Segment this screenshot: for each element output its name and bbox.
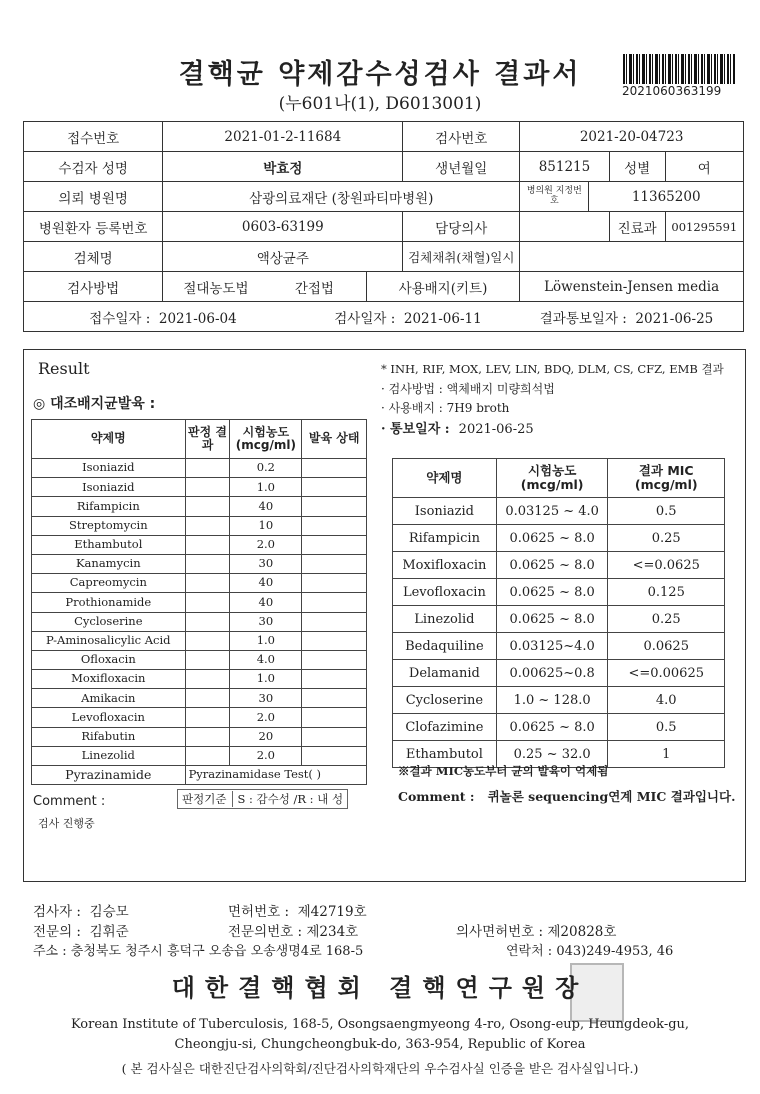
doctor-label: 담당의사 [403, 212, 520, 242]
drug-name: Ofloxacin [32, 650, 186, 669]
expert-no: 제234호 [306, 924, 359, 940]
dept-label: 진료과 [609, 212, 665, 242]
left-table-row [32, 631, 367, 650]
contact: 043)249-4953, 46 [556, 944, 674, 959]
drug-name: Amikacin [32, 689, 186, 708]
growth-status [302, 574, 367, 593]
col-judgement: 판정 결과 [185, 420, 230, 459]
expert-no-label: 전문의번호 : [228, 924, 303, 940]
growth-status [302, 689, 367, 708]
reg-no: 0603-63199 [163, 212, 403, 242]
mic-test-range: 0.0625 ~ 8.0 [496, 525, 608, 552]
mic-table-row [393, 498, 725, 525]
drug-name: Rifabutin [32, 727, 186, 746]
comment-text: 검사 진행중 [38, 817, 95, 830]
comment-label: Comment : [33, 794, 106, 809]
drug-name: P-Aminosalicylic Acid [32, 631, 186, 650]
mic-test-range: 0.03125 ~ 4.0 [496, 498, 608, 525]
contact-label: 연락처 : [506, 944, 553, 959]
reception-no: 2021-01-2-11684 [163, 122, 403, 152]
mic-date-label: · 통보일자 : [381, 422, 450, 437]
drug-name: Ethambutol [32, 535, 186, 554]
mic-drug-name: Linezolid [393, 606, 497, 633]
expert-row [33, 920, 129, 940]
organization-name: 대한결핵협회 결핵연구원장 [171, 974, 589, 1002]
left-table-row [32, 535, 367, 554]
mic-table-row [393, 660, 725, 687]
criteria-label: 판정기준 [182, 792, 227, 806]
media-label: 사용배지(키트) [366, 272, 520, 302]
judgement [185, 574, 230, 593]
mic-footnote: ※결과 MIC농도부터 균의 발육이 억제됨 [398, 764, 609, 778]
collect-label: 검체채취(채혈)일시 [403, 242, 520, 272]
judgement [185, 554, 230, 573]
mic-drug-name: Delamanid [393, 660, 497, 687]
mic-result: 0.125 [608, 579, 725, 606]
recv-date: 2021-06-04 [158, 310, 237, 327]
drug-name: Cycloserine [32, 612, 186, 631]
result-title: Result [38, 359, 90, 378]
certification-note: ( 본 검사실은 대한진단검사의학회/진단검사의학재단의 우수검사실 인증을 받은 검사실입니다.) [121, 1061, 639, 1076]
pza-test: Pyrazinamidase Test( ) [185, 766, 366, 785]
mic-result: <=0.00625 [608, 660, 725, 687]
specimen: 액상균주 [163, 242, 403, 272]
judgement [185, 459, 230, 478]
control-growth-label: ◎ 대조배지균발육 : [33, 396, 156, 412]
tester-name: 김승모 [89, 904, 129, 920]
document-code: (누601나(1), D6013001) [278, 94, 482, 114]
concentration: 1.0 [230, 670, 302, 689]
mic-method: · 검사방법 : 액체배지 미량희석법 [381, 382, 555, 396]
growth-status [302, 727, 367, 746]
address-en-2: Cheongju-si, Chungcheongbuk-do, 363-954, Republic of Korea [174, 1037, 586, 1052]
mic-drug-name: Rifampicin [393, 525, 497, 552]
method-absolute-label: 절대농도법 [183, 280, 249, 297]
expert-no-row [228, 920, 358, 940]
recv-date-label: 접수일자 : [89, 310, 151, 327]
judgement [185, 631, 230, 650]
concentration: 20 [230, 727, 302, 746]
growth-status [302, 478, 367, 497]
concentration: 2.0 [230, 535, 302, 554]
judgement [185, 497, 230, 516]
mic-result: 0.5 [608, 498, 725, 525]
concentration: 1.0 [230, 631, 302, 650]
specimen-label: 검체명 [24, 242, 163, 272]
address: 충청북도 청주시 흥덕구 오송읍 오송생명4로 168-5 [70, 944, 364, 959]
document-title: 결핵균 약제감수성검사 결과서 [178, 59, 582, 90]
reception-no-label: 접수번호 [24, 122, 163, 152]
mic-col-range: 시험농도 (mcg/ml) [496, 459, 608, 498]
concentration: 40 [230, 593, 302, 612]
doctor-license-label: 의사면허번호 : [456, 924, 544, 940]
growth-status [302, 650, 367, 669]
mic-test-range: 0.0625 ~ 8.0 [496, 552, 608, 579]
address-row [33, 940, 363, 959]
concentration: 10 [230, 516, 302, 535]
growth-status [302, 593, 367, 612]
left-table-row [32, 574, 367, 593]
mic-drug-name: Cycloserine [393, 687, 497, 714]
mic-table-row [393, 552, 725, 579]
patient-info-table [23, 121, 744, 332]
expert-label: 전문의 : [33, 924, 81, 940]
concentration: 4.0 [230, 650, 302, 669]
mic-test-range: 0.00625~0.8 [496, 660, 608, 687]
judgement [185, 708, 230, 727]
left-table-row [32, 650, 367, 669]
left-table-row [32, 459, 367, 478]
mic-col-result: 결과 MIC (mcg/ml) [608, 459, 725, 498]
method-indirect: 간접법 [294, 280, 334, 297]
drug-name: Rifampicin [32, 497, 186, 516]
growth-status [302, 631, 367, 650]
mic-media: · 사용배지 : 7H9 broth [381, 401, 510, 415]
patient-name: 박효정 [163, 152, 403, 182]
mic-table-row [393, 714, 725, 741]
growth-status [302, 746, 367, 765]
method-absolute [163, 272, 366, 302]
mic-test-range: 0.0625 ~ 8.0 [496, 579, 608, 606]
mic-comment-text: 퀴놀론 sequencing연계 MIC 결과입니다. [487, 789, 736, 804]
tester-row [33, 900, 129, 920]
media: Löwenstein-Jensen media [520, 272, 744, 302]
judgement [185, 670, 230, 689]
mic-date-row [381, 418, 534, 437]
judgement [185, 535, 230, 554]
concentration: 30 [230, 554, 302, 573]
concentration: 30 [230, 689, 302, 708]
recv-date-group [24, 307, 302, 327]
hospital-code-label: 병의원 지정번호 [520, 182, 589, 212]
mic-test-range: 0.03125~4.0 [496, 633, 608, 660]
left-table-row [32, 689, 367, 708]
judgement [185, 478, 230, 497]
left-table-row [32, 708, 367, 727]
contact-row [506, 940, 673, 959]
drug-name: Capreomycin [32, 574, 186, 593]
mic-drug-name: Bedaquiline [393, 633, 497, 660]
birth-date: 851215 [520, 152, 609, 182]
test-date-label: 검사일자 : [334, 310, 396, 327]
left-table-row [32, 727, 367, 746]
patient-label: 수검자 성명 [24, 152, 163, 182]
mic-drug-name: Isoniazid [393, 498, 497, 525]
drug-name: Moxifloxacin [32, 670, 186, 689]
concentration: 40 [230, 574, 302, 593]
dates-row [24, 302, 744, 332]
dept-code: 001295591 [665, 212, 743, 242]
growth-status [302, 535, 367, 554]
mic-note: * INH, RIF, MOX, LEV, LIN, BDQ, DLM, CS, CFZ, EMB 결과 [381, 362, 724, 376]
mic-table-row [393, 579, 725, 606]
growth-status [302, 708, 367, 727]
report-date: 2021-06-25 [635, 310, 714, 327]
method-label: 검사방법 [24, 272, 163, 302]
left-table-row [32, 516, 367, 535]
mic-result: 0.25 [608, 606, 725, 633]
growth-status [302, 612, 367, 631]
mic-col-drug: 약제명 [393, 459, 497, 498]
report-date-label: 결과통보일자 : [539, 310, 627, 327]
expert-name: 김휘준 [89, 924, 129, 940]
col-drug: 약제명 [32, 420, 186, 459]
judgement [185, 746, 230, 765]
left-table-row [32, 554, 367, 573]
test-no-label: 검사번호 [403, 122, 520, 152]
left-table-row [32, 478, 367, 497]
concentration: 2.0 [230, 708, 302, 727]
drug-name: Levofloxacin [32, 708, 186, 727]
mic-result: <=0.0625 [608, 552, 725, 579]
mic-table-row [393, 687, 725, 714]
growth-status [302, 459, 367, 478]
license-row [228, 900, 367, 920]
mic-comment-label: Comment : [398, 789, 475, 804]
growth-status [302, 497, 367, 516]
mic-table [392, 458, 725, 768]
left-table-row [32, 612, 367, 631]
criteria: S : 감수성 /R : 내 성 [232, 791, 343, 807]
mic-test-range: 0.0625 ~ 8.0 [496, 606, 608, 633]
col-growth: 발육 상태 [302, 420, 367, 459]
mic-test-range: 0.0625 ~ 8.0 [496, 714, 608, 741]
doctor-name [520, 212, 609, 242]
report-date-group [514, 307, 739, 327]
concentration: 1.0 [230, 478, 302, 497]
collect-datetime [520, 242, 744, 272]
mic-result: 0.25 [608, 525, 725, 552]
col-concentration: 시험농도 (mcg/ml) [230, 420, 302, 459]
reg-no-label: 병원환자 등록번호 [24, 212, 163, 242]
left-table-row [32, 593, 367, 612]
mic-table-row [393, 633, 725, 660]
barcode-number: 2021060363199 [622, 84, 722, 98]
judgement [185, 516, 230, 535]
judgement [185, 593, 230, 612]
mic-drug-name: Ethambutol [393, 741, 497, 768]
mic-drug-name: Levofloxacin [393, 579, 497, 606]
growth-status [302, 516, 367, 535]
concentration: 30 [230, 612, 302, 631]
mic-result: 4.0 [608, 687, 725, 714]
concentration: 40 [230, 497, 302, 516]
judgement [185, 612, 230, 631]
mic-result: 1 [608, 741, 725, 768]
license-label: 면허번호 : [228, 904, 290, 920]
judgement [185, 689, 230, 708]
hospital-label: 의뢰 병원명 [24, 182, 163, 212]
mic-test-range: 0.25 ~ 32.0 [496, 741, 608, 768]
barcode [623, 54, 735, 84]
growth-status [302, 670, 367, 689]
concentration: 2.0 [230, 746, 302, 765]
address-en-1: Korean Institute of Tuberculosis, 168-5, Osongsaengmyeong 4-ro, Osong-eup, Heungdeok-gu, [70, 1017, 690, 1032]
hospital-code: 11365200 [589, 182, 744, 212]
mic-drug-name: Clofazimine [393, 714, 497, 741]
test-date: 2021-06-11 [403, 310, 482, 327]
doctor-license-row [456, 920, 616, 940]
mic-result: 0.0625 [608, 633, 725, 660]
drug-name: Linezolid [32, 746, 186, 765]
test-date-group [302, 307, 514, 327]
mic-table-row [393, 606, 725, 633]
mic-drug-name: Moxifloxacin [393, 552, 497, 579]
mic-table-row [393, 525, 725, 552]
concentration: 0.2 [230, 459, 302, 478]
left-table-row [32, 746, 367, 765]
hospital-name: 삼광의료재단 (창원파티마병원) [163, 182, 520, 212]
pza-table [31, 765, 367, 785]
tester-label: 검사자 : [33, 904, 81, 920]
growth-status [302, 554, 367, 573]
drug-name: Kanamycin [32, 554, 186, 573]
left-table-row [32, 670, 367, 689]
mic-date: 2021-06-25 [458, 422, 534, 437]
test-no: 2021-20-04723 [520, 122, 744, 152]
absolute-concentration-table [31, 419, 367, 766]
mic-result: 0.5 [608, 714, 725, 741]
judgement [185, 650, 230, 669]
criteria-box [177, 789, 348, 809]
birth-label: 생년월일 [403, 152, 520, 182]
drug-name: Streptomycin [32, 516, 186, 535]
drug-name: Isoniazid [32, 459, 186, 478]
mic-comment [398, 787, 735, 805]
left-table-row [32, 497, 367, 516]
drug-name: Isoniazid [32, 478, 186, 497]
drug-name: Prothionamide [32, 593, 186, 612]
address-label: 주소 : [33, 944, 67, 959]
sex: 여 [665, 152, 743, 182]
sex-label: 성별 [609, 152, 665, 182]
doctor-license: 제20828호 [547, 924, 617, 940]
pza-drug: Pyrazinamide [32, 766, 186, 785]
judgement [185, 727, 230, 746]
license-no: 제42719호 [297, 904, 367, 920]
mic-test-range: 1.0 ~ 128.0 [496, 687, 608, 714]
